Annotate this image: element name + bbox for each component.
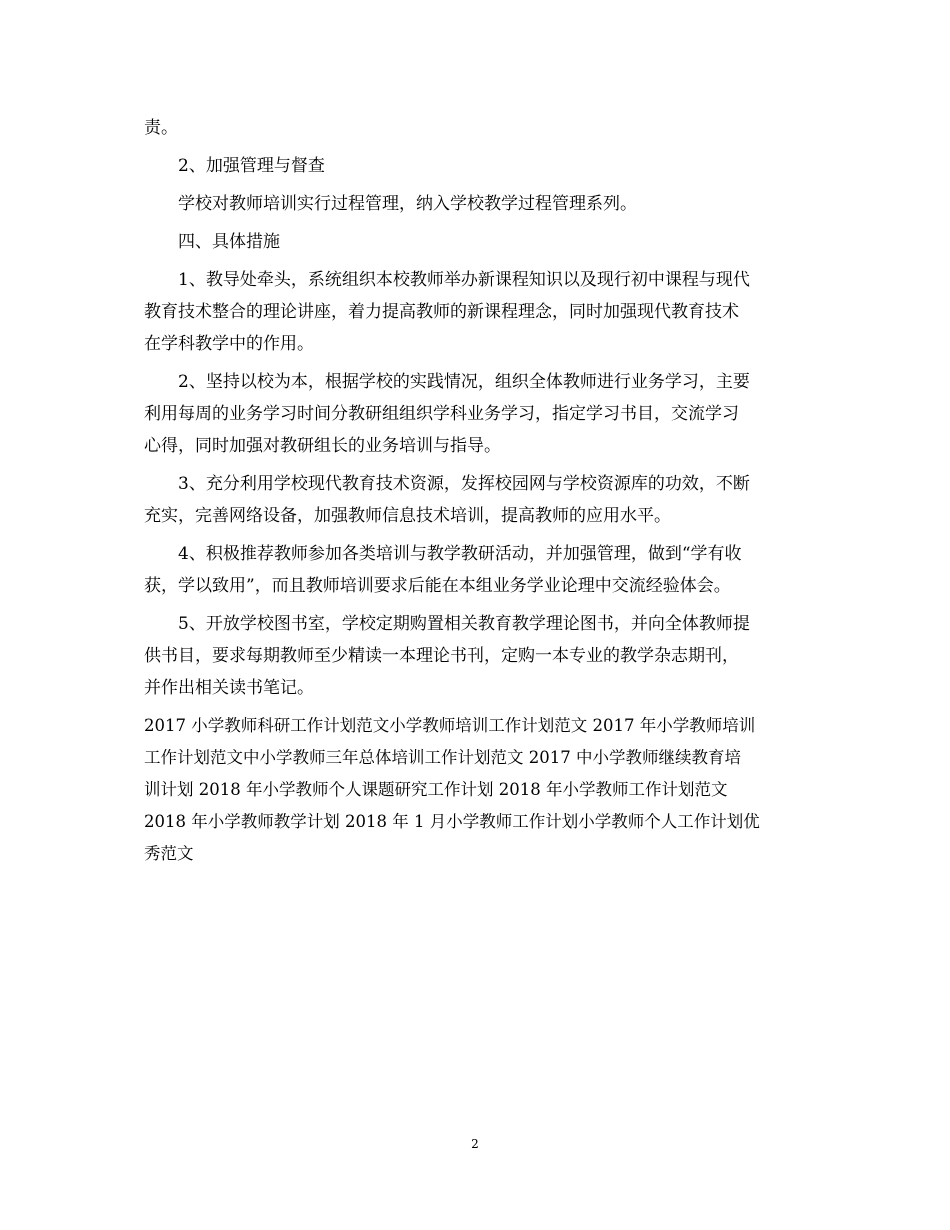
- related-line: 2018 年小学教师教学计划 2018 年 1 月小学教师工作计划小学教师个人工作计划优: [144, 812, 760, 831]
- body-line: 2、加强管理与督查: [178, 156, 325, 176]
- body-line: 4、积极推荐教师参加各类培训与教学教研活动，并加强管理，做到“学有收: [178, 544, 742, 564]
- body-line: 供书目，要求每期教师至少精读一本理论书刊，定购一本专业的教学杂志期刊，: [144, 646, 739, 666]
- related-line: 工作计划范文中小学教师三年总体培训工作计划范文 2017 中小学教师继续教育培: [144, 748, 741, 767]
- body-line: 并作出相关读书笔记。: [144, 678, 314, 698]
- body-line: 四、具体措施: [178, 232, 280, 252]
- body-line: 1、教导处牵头，系统组织本校教师举办新课程知识以及现行初中课程与现代: [178, 270, 750, 290]
- related-line: 秀范文: [144, 844, 194, 863]
- body-line: 5、开放学校图书室，学校定期购置相关教育教学理论图书，并向全体教师提: [178, 614, 750, 634]
- body-line: 2、坚持以校为本，根据学校的实践情况，组织全体教师进行业务学习，主要: [178, 372, 750, 392]
- related-line: 训计划 2018 年小学教师个人课题研究工作计划 2018 年小学教师工作计划范文: [144, 780, 728, 799]
- related-line: 2017 小学教师科研工作计划范文小学教师培训工作计划范文 2017 年小学教师培训: [144, 716, 756, 735]
- body-line: 获，学以致用”，而且教师培训要求后能在本组业务学业论理中交流经验体会。: [144, 576, 731, 596]
- body-line: 学校对教师培训实行过程管理，纳入学校教学过程管理系列。: [178, 194, 637, 214]
- body-line: 在学科教学中的作用。: [144, 334, 314, 354]
- page-number: 2: [471, 1137, 479, 1151]
- body-line: 责。: [144, 118, 178, 138]
- body-text: [144, 112, 814, 704]
- related-articles-text: [144, 710, 814, 870]
- body-line: 心得，同时加强对教研组长的业务培训与指导。: [144, 436, 501, 456]
- body-line: 利用每周的业务学习时间分教研组组织学科业务学习，指定学习书目，交流学习: [144, 404, 739, 424]
- body-line: 教育技术整合的理论讲座，着力提高教师的新课程理念，同时加强现代教育技术: [144, 302, 739, 322]
- document-body: [144, 112, 814, 870]
- body-line: 3、充分利用学校现代教育技术资源，发挥校园网与学校资源库的功效，不断: [178, 474, 750, 494]
- body-line: 充实，完善网络设备，加强教师信息技术培训，提高教师的应用水平。: [144, 506, 671, 526]
